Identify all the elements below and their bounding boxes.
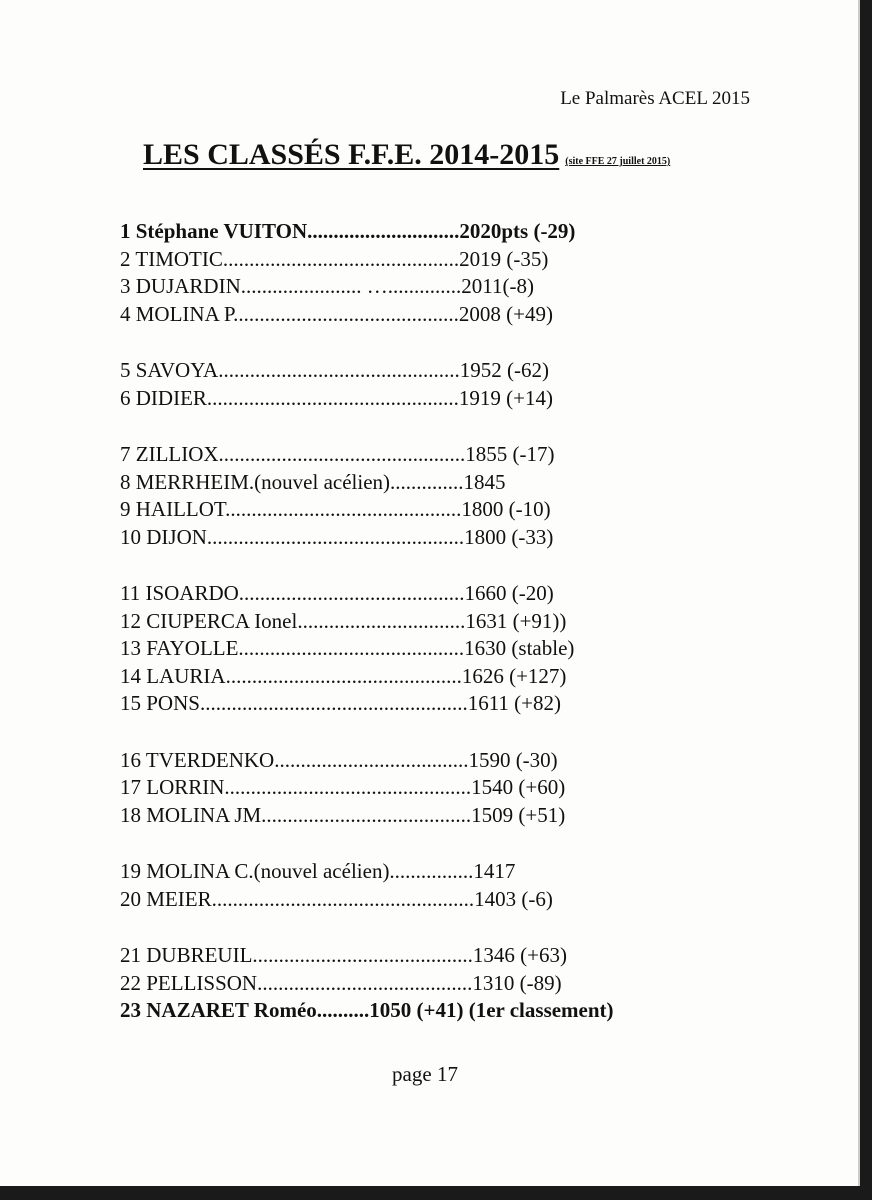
ranking-row: 5 SAVOYA..............................................1952 (-62) (120, 358, 549, 382)
group-spacer (120, 412, 720, 441)
title-block (143, 138, 670, 172)
ranking-list (120, 218, 720, 1025)
group-spacer (120, 718, 720, 747)
ranking-row: 20 MEIER..................................................1403 (-6) (120, 886, 553, 911)
ranking-row: 11 ISOARDO...........................................1660 (-20) (120, 581, 554, 605)
group-spacer (120, 328, 720, 357)
document-header: Le Palmarès ACEL 2015 (560, 88, 750, 109)
group-spacer (120, 551, 720, 580)
ranking-row: 13 FAYOLLE...........................................1630 (stable) (120, 636, 575, 660)
ranking-row: 2 TIMOTIC.............................................2019 (-35) (120, 246, 549, 271)
ranking-row: 1 Stéphane VUITON.............................2020pts (-29) (120, 219, 576, 243)
ranking-row: 10 DIJON.................................................1800 (-33) (120, 524, 554, 549)
ranking-row: 14 LAURIA.............................................1626 (+127) (120, 663, 567, 688)
group-spacer (120, 913, 720, 942)
ranking-row: 18 MOLINA JM........................................1509 (+51) (120, 802, 566, 827)
ranking-row: 7 ZILLIOX...............................................1855 (-17) (120, 442, 555, 466)
ranking-row: 17 LORRIN...............................................1540 (+60) (120, 775, 566, 799)
ranking-row: 9 HAILLOT.............................................1800 (-10) (120, 497, 551, 521)
group-spacer (120, 829, 720, 858)
ranking-row: 4 MOLINA P...........................................2008 (+49) (120, 301, 554, 326)
ranking-row: 15 PONS...................................................1611 (+82) (120, 691, 561, 715)
ranking-row: 19 MOLINA C.(nouvel acélien)................1417 (120, 859, 516, 883)
page-number: page 17 (392, 1062, 458, 1086)
page-title: LES CLASSÉS F.F.E. 2014-2015 (143, 138, 560, 171)
ranking-row: 6 DIDIER................................................1919 (+14) (120, 385, 553, 410)
page-subtitle: (site FFE 27 juillet 2015) (565, 156, 671, 167)
ranking-row: 12 CIUPERCA Ionel................................1631 (+91)) (120, 608, 567, 633)
page-footer (0, 1062, 858, 1087)
ranking-row: 3 DUJARDIN....................... …..............2011(-8) (120, 274, 534, 298)
ranking-row: 22 PELLISSON.........................................1310 (-89) (120, 970, 562, 995)
ranking-row: 23 NAZARET Roméo..........1050 (+41) (1er classement) (120, 998, 614, 1022)
ranking-row: 16 TVERDENKO.....................................1590 (-30) (120, 747, 558, 772)
ranking-row: 8 MERRHEIM.(nouvel acélien)..............1845 (120, 469, 506, 494)
ranking-row: 21 DUBREUIL..........................................1346 (+63) (120, 943, 567, 967)
